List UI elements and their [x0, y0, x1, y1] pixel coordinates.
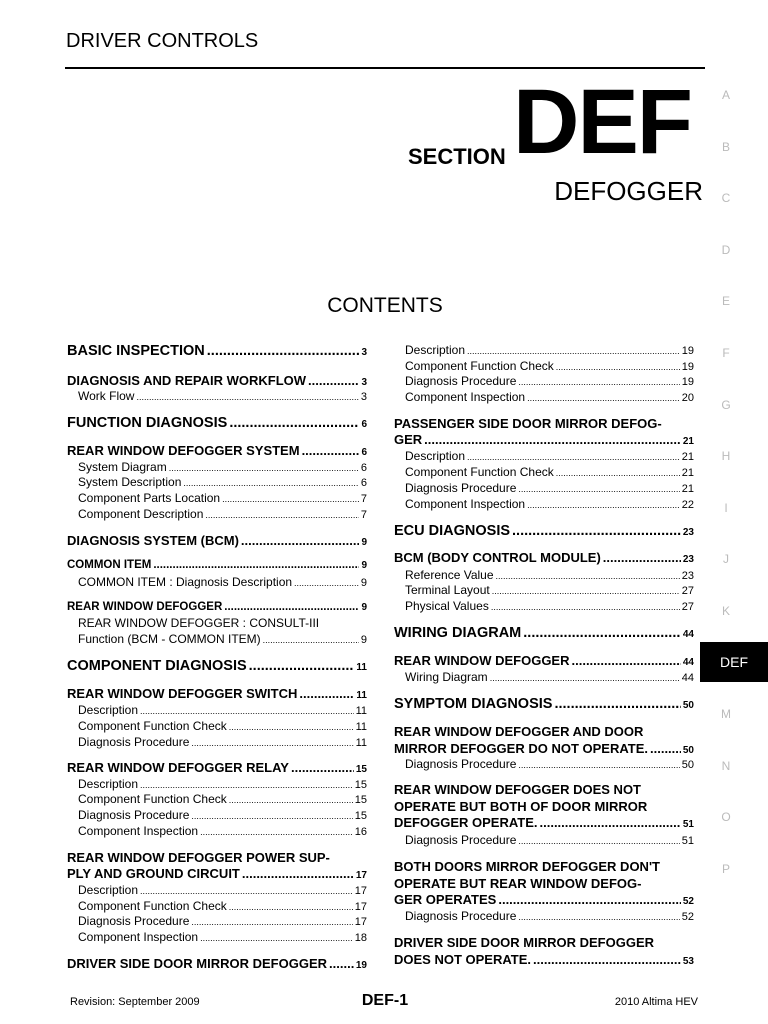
- section-tab-a[interactable]: A: [721, 88, 730, 102]
- toc-entry-label: DRIVER SIDE DOOR MIRROR DEFOGGER: [394, 935, 655, 950]
- toc-entry-label: COMMON ITEM : Diagnosis Description: [78, 575, 293, 589]
- toc-leader-dots: [518, 760, 679, 770]
- toc-entry[interactable]: [394, 481, 694, 495]
- toc-leader-dots: [140, 780, 353, 790]
- toc-entry-page: 19: [355, 960, 367, 971]
- toc-entry-label: Component Function Check: [78, 899, 227, 913]
- toc-entry-page: 19: [681, 376, 694, 388]
- toc-entry[interactable]: [394, 741, 694, 756]
- toc-entry-label: REAR WINDOW DEFOGGER SYSTEM: [67, 443, 300, 458]
- toc-entry[interactable]: [394, 599, 694, 613]
- toc-entry-label: Component Inspection: [78, 930, 199, 944]
- toc-leader-dots: [140, 706, 354, 716]
- toc-entry[interactable]: [67, 575, 367, 589]
- toc-entry-page: 6: [360, 477, 367, 489]
- toc-entry-page: 15: [355, 764, 367, 775]
- toc-leader-dots: [512, 523, 681, 539]
- toc-entry[interactable]: [394, 815, 694, 830]
- toc-entry[interactable]: [67, 632, 367, 646]
- toc-entry-label: REAR WINDOW DEFOGGER SWITCH: [67, 686, 298, 701]
- toc-leader-dots: [523, 625, 681, 641]
- toc-entry[interactable]: [67, 443, 367, 458]
- toc-entry-page: 52: [681, 911, 694, 923]
- toc-entry-label: PASSENGER SIDE DOOR MIRROR DEFOG-: [394, 416, 662, 431]
- toc-entry-page: 50: [681, 759, 694, 771]
- toc-entry-page: 16: [354, 826, 367, 838]
- toc-entry-label: DIAGNOSIS SYSTEM (BCM): [67, 533, 239, 548]
- toc-leader-dots: [650, 741, 681, 756]
- toc-entry-page: 27: [681, 585, 694, 597]
- toc-entry-label: Component Function Check: [405, 359, 554, 373]
- toc-entry-label: DIAGNOSIS AND REPAIR WORKFLOW: [67, 373, 307, 388]
- toc-entry-label: GER OPERATES: [394, 892, 497, 907]
- section-tab-n[interactable]: N: [721, 758, 731, 773]
- toc-entry-label: Component Inspection: [78, 824, 199, 838]
- toc-entry-label: REAR WINDOW DEFOGGER: [394, 653, 570, 668]
- toc-leader-dots: [518, 484, 679, 494]
- toc-entry-page: 51: [681, 835, 694, 847]
- toc-entry-label: BASIC INSPECTION: [67, 343, 205, 359]
- toc-entry-page: 23: [682, 527, 694, 538]
- toc-entry-label: WIRING DIAGRAM: [394, 625, 522, 641]
- section-word: SECTION: [408, 144, 506, 169]
- toc-entry-label: System Diagram: [78, 460, 167, 474]
- toc-entry[interactable]: [67, 792, 367, 806]
- toc-leader-dots: [518, 377, 679, 387]
- toc-entry-page: 53: [682, 956, 694, 967]
- toc-entry[interactable]: [67, 686, 367, 701]
- toc-leader-dots: [140, 886, 353, 896]
- footer-page-id: DEF-1: [361, 992, 409, 1009]
- toc-entry-label: Description: [405, 449, 466, 463]
- toc-leader-dots: [153, 559, 359, 571]
- toc-entry[interactable]: [67, 956, 367, 971]
- toc-entry-page: 22: [681, 499, 694, 511]
- toc-leader-dots: [263, 635, 359, 645]
- toc-entry-page: 44: [681, 672, 694, 684]
- toc-leader-dots: [603, 550, 681, 565]
- toc-leader-dots: [191, 811, 352, 821]
- toc-entry[interactable]: [67, 491, 367, 505]
- section-code: DEF: [513, 71, 691, 173]
- toc-entry-label: Component Function Check: [78, 719, 227, 733]
- toc-entry[interactable]: [67, 930, 367, 944]
- toc-entry-page: 11: [355, 705, 367, 717]
- toc-entry-label: Component Inspection: [405, 390, 526, 404]
- toc-entry[interactable]: [67, 601, 367, 613]
- toc-entry[interactable]: [67, 808, 367, 822]
- section-tab-f[interactable]: F: [722, 346, 730, 360]
- toc-entry-page: 7: [360, 509, 367, 521]
- toc-entry[interactable]: [394, 952, 694, 967]
- toc-entry[interactable]: [67, 559, 367, 571]
- toc-leader-dots: [291, 760, 354, 775]
- toc-entry-page: 21: [681, 483, 694, 495]
- section-tab-o[interactable]: O: [721, 810, 731, 825]
- toc-entry-label: REAR WINDOW DEFOGGER : CONSULT-III: [78, 616, 320, 630]
- toc-entry-label: System Description: [78, 475, 182, 489]
- toc-leader-dots: [496, 571, 680, 581]
- toc-leader-dots: [554, 696, 680, 712]
- toc-leader-dots: [556, 468, 680, 478]
- toc-entry[interactable]: [394, 876, 694, 891]
- section-tab-def[interactable]: DEF: [700, 642, 768, 682]
- toc-entry-page: 7: [360, 493, 367, 505]
- section-tab-c[interactable]: C: [721, 191, 731, 206]
- toc-entry-label: Diagnosis Procedure: [78, 735, 190, 749]
- toc-entry-label: REAR WINDOW DEFOGGER AND DOOR: [394, 724, 644, 739]
- toc-entry[interactable]: [67, 460, 367, 474]
- toc-leader-dots: [518, 836, 679, 846]
- toc-entry[interactable]: [394, 909, 694, 923]
- toc-leader-dots: [229, 795, 353, 805]
- toc-entry-label: REAR WINDOW DEFOGGER POWER SUP-: [67, 850, 330, 865]
- toc-entry-page: 15: [354, 810, 367, 822]
- toc-entry-page: 44: [682, 629, 694, 640]
- toc-entry[interactable]: [394, 859, 694, 874]
- toc-entry-page: 17: [354, 885, 367, 897]
- toc-entry-page: 17: [354, 901, 367, 913]
- toc-entry[interactable]: [394, 390, 694, 404]
- toc-entry-page: 15: [354, 779, 367, 791]
- toc-entry[interactable]: [394, 359, 694, 373]
- toc-entry[interactable]: [394, 432, 694, 447]
- toc-entry-page: 18: [354, 932, 367, 944]
- toc-entry[interactable]: [67, 735, 367, 749]
- toc-entry-label: OPERATE BUT REAR WINDOW DEFOG-: [394, 876, 642, 891]
- toc-entry-page: 3: [361, 377, 367, 388]
- toc-entry[interactable]: [67, 719, 367, 733]
- toc-entry-label: Physical Values: [405, 599, 489, 613]
- toc-leader-dots: [527, 500, 680, 510]
- toc-leader-dots: [191, 738, 353, 748]
- toc-entry-label: Function (BCM - COMMON ITEM): [78, 632, 261, 646]
- toc-entry-label: Diagnosis Procedure: [405, 374, 517, 388]
- toc-entry-label: DRIVER SIDE DOOR MIRROR DEFOGGER: [67, 956, 328, 971]
- toc-entry-label: Description: [78, 703, 139, 717]
- toc-entry-page: 9: [360, 577, 367, 589]
- toc-entry[interactable]: [67, 850, 367, 865]
- toc-entry-label: COMPONENT DIAGNOSIS: [67, 658, 247, 674]
- toc-entry-page: 21: [682, 436, 694, 447]
- toc-leader-dots: [467, 346, 680, 356]
- toc-leader-dots: [498, 892, 681, 907]
- toc-leader-dots: [222, 494, 359, 504]
- toc-entry[interactable]: [394, 782, 694, 797]
- toc-leader-dots: [191, 917, 352, 927]
- toc-entry[interactable]: [394, 670, 694, 684]
- section-tab-i[interactable]: I: [724, 500, 728, 515]
- toc-entry-label: Component Description: [78, 507, 204, 521]
- toc-entry[interactable]: [394, 583, 694, 597]
- toc-entry-label: PLY AND GROUND CIRCUIT: [67, 866, 240, 881]
- toc-entry-page: 3: [361, 347, 367, 358]
- toc-entry-label: Component Function Check: [405, 465, 554, 479]
- toc-entry[interactable]: [67, 533, 367, 548]
- toc-entry-label: REAR WINDOW DEFOGGER DOES NOT: [394, 782, 641, 797]
- toc-leader-dots: [527, 393, 680, 403]
- toc-leader-dots: [299, 686, 354, 701]
- section-tab-p[interactable]: P: [721, 862, 730, 876]
- toc-entry-page: 44: [682, 657, 694, 668]
- toc-entry-label: Diagnosis Procedure: [405, 833, 517, 847]
- toc-entry-page: 11: [356, 690, 367, 701]
- toc-leader-dots: [302, 443, 360, 458]
- toc-entry-label: FUNCTION DIAGNOSIS: [67, 415, 228, 431]
- toc-entry-page: 19: [681, 361, 694, 373]
- section-name: DEFOGGER: [554, 176, 703, 206]
- toc-entry-page: 50: [682, 700, 694, 711]
- toc-entry-label: OPERATE BUT BOTH OF DOOR MIRROR: [394, 799, 648, 814]
- toc-leader-dots: [467, 452, 680, 462]
- toc-entry[interactable]: [67, 415, 367, 431]
- toc-entry-page: 20: [681, 392, 694, 404]
- toc-entry-page: 51: [682, 819, 694, 830]
- toc-leader-dots: [533, 952, 681, 967]
- toc-entry-page: 6: [360, 462, 367, 474]
- toc-leader-dots: [294, 578, 359, 588]
- toc-entry-page: 21: [681, 451, 694, 463]
- toc-entry[interactable]: [67, 658, 367, 674]
- toc-entry-label: Description: [405, 343, 466, 357]
- toc-entry[interactable]: [394, 757, 694, 771]
- footer-model: 2010 Altima HEV: [614, 996, 698, 1008]
- toc-entry[interactable]: [67, 343, 367, 359]
- toc-entry-page: 11: [355, 737, 367, 749]
- toc-entry-label: GER: [394, 432, 423, 447]
- toc-entry-label: Component Function Check: [78, 792, 227, 806]
- toc-entry-label: Component Parts Location: [78, 491, 221, 505]
- toc-entry[interactable]: [67, 389, 367, 403]
- section-tab-j[interactable]: J: [723, 552, 729, 567]
- toc-entry-page: 23: [681, 570, 694, 582]
- toc-leader-dots: [492, 586, 680, 596]
- toc-entry-page: 52: [682, 896, 694, 907]
- toc-entry-label: COMMON ITEM: [67, 559, 152, 571]
- toc-entry-page: 3: [360, 391, 367, 403]
- toc-entry-page: 23: [682, 554, 694, 565]
- toc-entry-label: Diagnosis Procedure: [405, 481, 517, 495]
- toc-entry[interactable]: [394, 523, 694, 539]
- toc-entry[interactable]: [67, 914, 367, 928]
- toc-entry[interactable]: [394, 833, 694, 847]
- toc-entry-label: SYMPTOM DIAGNOSIS: [394, 696, 553, 712]
- toc-entry[interactable]: [67, 760, 367, 775]
- toc-entry[interactable]: [67, 616, 367, 630]
- toc-entry-label: BOTH DOORS MIRROR DEFOGGER DON'T: [394, 859, 660, 874]
- toc-entry[interactable]: [67, 475, 367, 489]
- toc-entry-label: Diagnosis Procedure: [78, 914, 190, 928]
- toc-leader-dots: [490, 673, 680, 683]
- toc-entry-page: 27: [681, 601, 694, 613]
- toc-entry[interactable]: [394, 465, 694, 479]
- toc-entry[interactable]: [67, 883, 367, 897]
- toc-entry[interactable]: [67, 824, 367, 838]
- toc-entry-label: Diagnosis Procedure: [405, 757, 517, 771]
- toc-leader-dots: [556, 362, 680, 372]
- toc-entry[interactable]: [67, 777, 367, 791]
- toc-entry-label: Terminal Layout: [405, 583, 490, 597]
- toc-leader-dots: [229, 722, 354, 732]
- section-index-tabs: [706, 0, 746, 1024]
- toc-entry-label: Wiring Diagram: [405, 670, 488, 684]
- toc-leader-dots: [183, 478, 359, 488]
- header-title: DRIVER CONTROLS: [66, 30, 259, 52]
- section-tab-b[interactable]: B: [721, 139, 730, 154]
- toc-entry-page: 6: [361, 419, 367, 430]
- toc-entry-page: 21: [681, 467, 694, 479]
- toc-entry[interactable]: [394, 935, 694, 950]
- toc-entry-label: DEFOGGER OPERATE.: [394, 815, 538, 830]
- toc-leader-dots: [229, 902, 353, 912]
- toc-leader-dots: [242, 866, 354, 881]
- section-tab-g[interactable]: G: [721, 397, 731, 412]
- toc-entry[interactable]: [67, 703, 367, 717]
- toc-entry-label: REAR WINDOW DEFOGGER RELAY: [67, 760, 289, 775]
- toc-entry[interactable]: [394, 625, 694, 641]
- toc-leader-dots: [169, 463, 359, 473]
- toc-entry-page: 6: [361, 447, 367, 458]
- toc-leader-dots: [491, 602, 680, 612]
- toc-entry-label: Diagnosis Procedure: [405, 909, 517, 923]
- toc-entry[interactable]: [67, 866, 367, 881]
- toc-entry[interactable]: [394, 497, 694, 511]
- toc-leader-dots: [424, 432, 681, 447]
- toc-leader-dots: [229, 415, 359, 431]
- toc-leader-dots: [241, 533, 360, 548]
- toc-entry-page: 9: [361, 602, 367, 613]
- toc-entry-label: ECU DIAGNOSIS: [394, 523, 511, 539]
- toc-entry-page: 11: [356, 662, 367, 673]
- toc-leader-dots: [200, 827, 353, 837]
- toc-entry[interactable]: [67, 373, 367, 388]
- section-tab-k[interactable]: K: [721, 604, 730, 618]
- toc-entry-page: 15: [354, 794, 367, 806]
- section-tab-m[interactable]: M: [721, 707, 731, 722]
- toc-entry-label: Reference Value: [405, 568, 494, 582]
- toc-leader-dots: [136, 392, 358, 402]
- toc-leader-dots: [205, 510, 358, 520]
- toc-entry-label: MIRROR DEFOGGER DO NOT OPERATE.: [394, 741, 648, 756]
- toc-leader-dots: [249, 658, 355, 674]
- toc-entry[interactable]: [394, 416, 694, 431]
- toc-entry[interactable]: [394, 568, 694, 582]
- toc-leader-dots: [308, 373, 359, 388]
- toc-entry[interactable]: [394, 892, 694, 907]
- toc-entry[interactable]: [394, 724, 694, 739]
- toc-entry-label: Diagnosis Procedure: [78, 808, 190, 822]
- toc-entry-label: Component Inspection: [405, 497, 526, 511]
- toc-entry-page: 19: [681, 345, 694, 357]
- toc-leader-dots: [200, 933, 353, 943]
- toc-entry-page: 17: [354, 916, 367, 928]
- toc-entry[interactable]: [394, 343, 694, 357]
- toc-entry[interactable]: [394, 653, 694, 668]
- toc-entry[interactable]: [394, 449, 694, 463]
- toc-entry[interactable]: [394, 696, 694, 712]
- footer-revision: Revision: September 2009: [70, 996, 200, 1008]
- toc-entry[interactable]: [67, 899, 367, 913]
- toc-leader-dots: [207, 343, 360, 359]
- toc-entry-page: 17: [355, 870, 367, 881]
- toc-entry-label: Description: [78, 777, 139, 791]
- toc-entry-page: 50: [682, 745, 694, 756]
- toc-entry-label: Work Flow: [78, 389, 135, 403]
- toc-entry[interactable]: [394, 799, 694, 814]
- toc-entry-label: REAR WINDOW DEFOGGER: [67, 601, 223, 613]
- toc-leader-dots: [572, 653, 681, 668]
- section-tab-d[interactable]: D: [721, 242, 731, 257]
- contents-heading: CONTENTS: [327, 294, 443, 317]
- toc-leader-dots: [329, 956, 354, 971]
- toc-entry-page: 11: [355, 721, 367, 733]
- header-rule: [65, 67, 705, 69]
- section-tab-h[interactable]: H: [721, 449, 731, 464]
- toc-entry-label: BCM (BODY CONTROL MODULE): [394, 550, 601, 565]
- toc-leader-dots: [540, 815, 681, 830]
- toc-entry-label: DOES NOT OPERATE.: [394, 952, 531, 967]
- toc-entry-page: 9: [361, 560, 367, 571]
- section-tab-e[interactable]: E: [721, 294, 730, 309]
- toc-entry[interactable]: [394, 550, 694, 565]
- toc-entry[interactable]: [394, 374, 694, 388]
- toc-entry-label: Description: [78, 883, 139, 897]
- toc-leader-dots: [224, 601, 359, 613]
- toc-entry-page: 9: [360, 634, 367, 646]
- toc-entry[interactable]: [67, 507, 367, 521]
- toc-entry-page: 9: [361, 537, 367, 548]
- toc-leader-dots: [518, 912, 679, 922]
